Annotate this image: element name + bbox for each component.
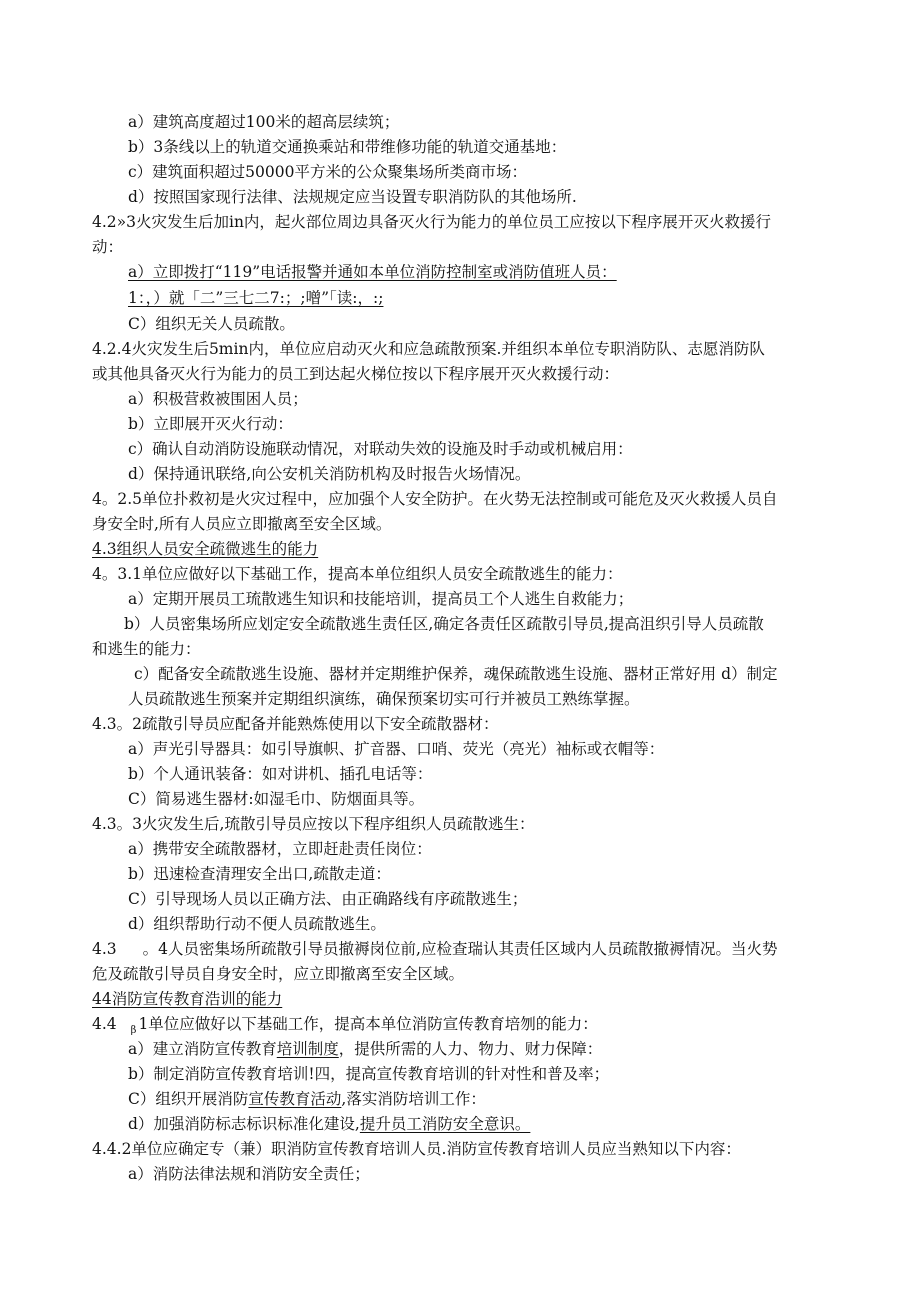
text-line: a）携带安全疏散器材，立即赶赴责任岗位： — [128, 840, 432, 858]
section-heading-4-4-2: 4.4.2单位应确定专（兼）职消防宣传教育培训人员.消防宣传教育培训人员应当熟知以下内容： — [92, 1140, 741, 1158]
text-line: 危及疏散引导员自身安全时，应立即撤离至安全区域。 — [92, 965, 465, 983]
text-line — [128, 1113, 530, 1135]
section-heading-4-2-3: 4.2»3火灾发生后加in内，起火部位周边具备灭火行为能力的单位员工应按以下程序展开灭火救援行 — [92, 213, 771, 231]
text-line: 动： — [92, 238, 124, 256]
text-span: a）建立消防宣传教育 — [128, 1040, 277, 1058]
text-line: 人员疏散逃生预案并定期组织演练，确保预案切实可行并被员工熟练掌握。 — [128, 690, 640, 708]
text-line: b）个人通讯装备：如对讲机、插孔电话等： — [128, 765, 433, 783]
text-line: d）保持通讯联络,向公安机关消防机构及时报告火场情况。 — [128, 465, 531, 483]
text-line: 或其他具备灭火行为能力的员工到达起火梯位按以下程序展开灭火救援行动： — [92, 365, 620, 383]
section-heading-4-2-5: 4。2.5单位扑救初是火灾过程中，应加强个人安全防护。在火势无法控制或可能危及灭火救援人员自 — [92, 490, 778, 508]
section-text: 。4人员密集场所疏散引导员撤褥岗位前,应检查瑞认其责任区域内人员疏散撤褥情况。当火势 — [142, 940, 778, 958]
text-line: a）积极营救被围困人员； — [128, 390, 308, 408]
text-line: c）建筑面积超过50000平方米的公众聚集场所类商市场： — [128, 163, 527, 181]
text-line: 身安全时,所有人员应立即撤离至安全区域。 — [92, 515, 392, 533]
text-line: b）迅速检查清理安全出口,疏散走道： — [128, 865, 391, 883]
section-heading-4-3-3: 4.3。3火灾发生后,琉散引导员应按以下程序组织人员疏散逃生： — [92, 815, 535, 833]
text-span: d）加强消防标志标识标准化建设, — [128, 1115, 360, 1133]
text-line: b）制定消防宣传教育培训!四，提高宣传教育培训的针对性和普及率； — [128, 1065, 610, 1083]
section-title-4-3: 4.3组织人员安全疏微逃生的能力 — [92, 540, 319, 558]
text-line: C）引导现场人员以正确方法、由正确路线有序疏散逃生； — [128, 890, 528, 908]
section-heading-4-3-1: 4。3.1单位应做好以下基础工作，提高本单位组织人员安全疏散逃生的能力： — [92, 565, 623, 583]
section-title-4-4: 44消防宣传教育浩训的能力 — [92, 990, 283, 1008]
section-heading-4-2-4: 4.2.4火灾发生后5min内，单位应启动灭火和应急疏散预案.并组织本单位专职消防队、志愿消防队 — [92, 340, 765, 358]
text-line: d）按照国家现行法律、法规规定应当设置专职消防队的其他场所. — [128, 188, 577, 206]
text-line — [128, 1088, 486, 1110]
text-span: ，提供所需的人力、物力、财力保障： — [338, 1040, 603, 1058]
section-heading-4-3-4 — [92, 938, 777, 960]
text-line: a）定期开展员工琉散逃生知识和技能培训，提高员工个人逃生自救能力； — [128, 590, 634, 608]
section-number: 4.3 — [92, 940, 117, 958]
text-line: b）立即展开灭火行动： — [128, 415, 293, 433]
garbled-text-line: 1：，）就「二”三七二7:；;噌”「读:，:; — [128, 289, 384, 307]
text-line: 和逃生的能力： — [92, 640, 201, 658]
text-line: b）人员密集场所应划定安全疏散逃生责任区,确定各责任区疏散引导员,提高沮织引导人员疏散 — [124, 615, 764, 633]
text-line: C）简易逃生器材:如湿毛巾、防烟面具等。 — [128, 790, 425, 808]
text-line: a）声光引导器具：如引导旗帜、扩音器、口哨、荧光（亮光）袖标或衣帽等： — [128, 740, 665, 758]
text-line — [128, 1038, 602, 1060]
text-line: d）组织帮助行动不便人员疏散逃生。 — [128, 915, 386, 933]
text-line: c）配备安全疏散逃生设施、器材并定期维护保养，魂保疏散逃生设施、器材正常好用 d）制定 — [134, 665, 778, 683]
text-line: a）消防法律法规和消防安全责任； — [128, 1165, 370, 1183]
underlined-span: 提升员工消防安全意识。 — [359, 1115, 531, 1133]
section-text: 1单位应做好以下基础工作，提高本单位消防宣传教育培刎的能力： — [138, 1015, 598, 1033]
text-line-underlined: a）立即拨打“119”电话报警并通如本单位消防控制室或消防值班人员： — [128, 263, 617, 281]
text-line: b）3条线以上的轨道交通换乘站和带维修功能的轨道交通基地： — [128, 138, 567, 156]
text-line: c）确认自动消防设施联动情况，对联动失效的设施及时手动或机械启用： — [128, 440, 633, 458]
subscript-mark: β — [130, 1025, 137, 1036]
section-number: 4.4 — [92, 1015, 117, 1033]
text-span: C）组织开展消防 — [128, 1090, 249, 1108]
underlined-span: 培训制度 — [276, 1040, 339, 1058]
text-line: C）组织无关人员疏散。 — [128, 315, 295, 333]
section-heading-4-4-1 — [92, 1013, 598, 1035]
section-heading-4-3-2: 4.3。2疏散引导员应配备并能熟炼使用以下安全疏散器材： — [92, 715, 499, 733]
text-span: ,落实消防培训工作： — [341, 1090, 486, 1108]
text-line: a）建筑高度超过100米的超高层续筑； — [128, 113, 400, 131]
underlined-span: 宣传教育活动 — [248, 1090, 342, 1108]
